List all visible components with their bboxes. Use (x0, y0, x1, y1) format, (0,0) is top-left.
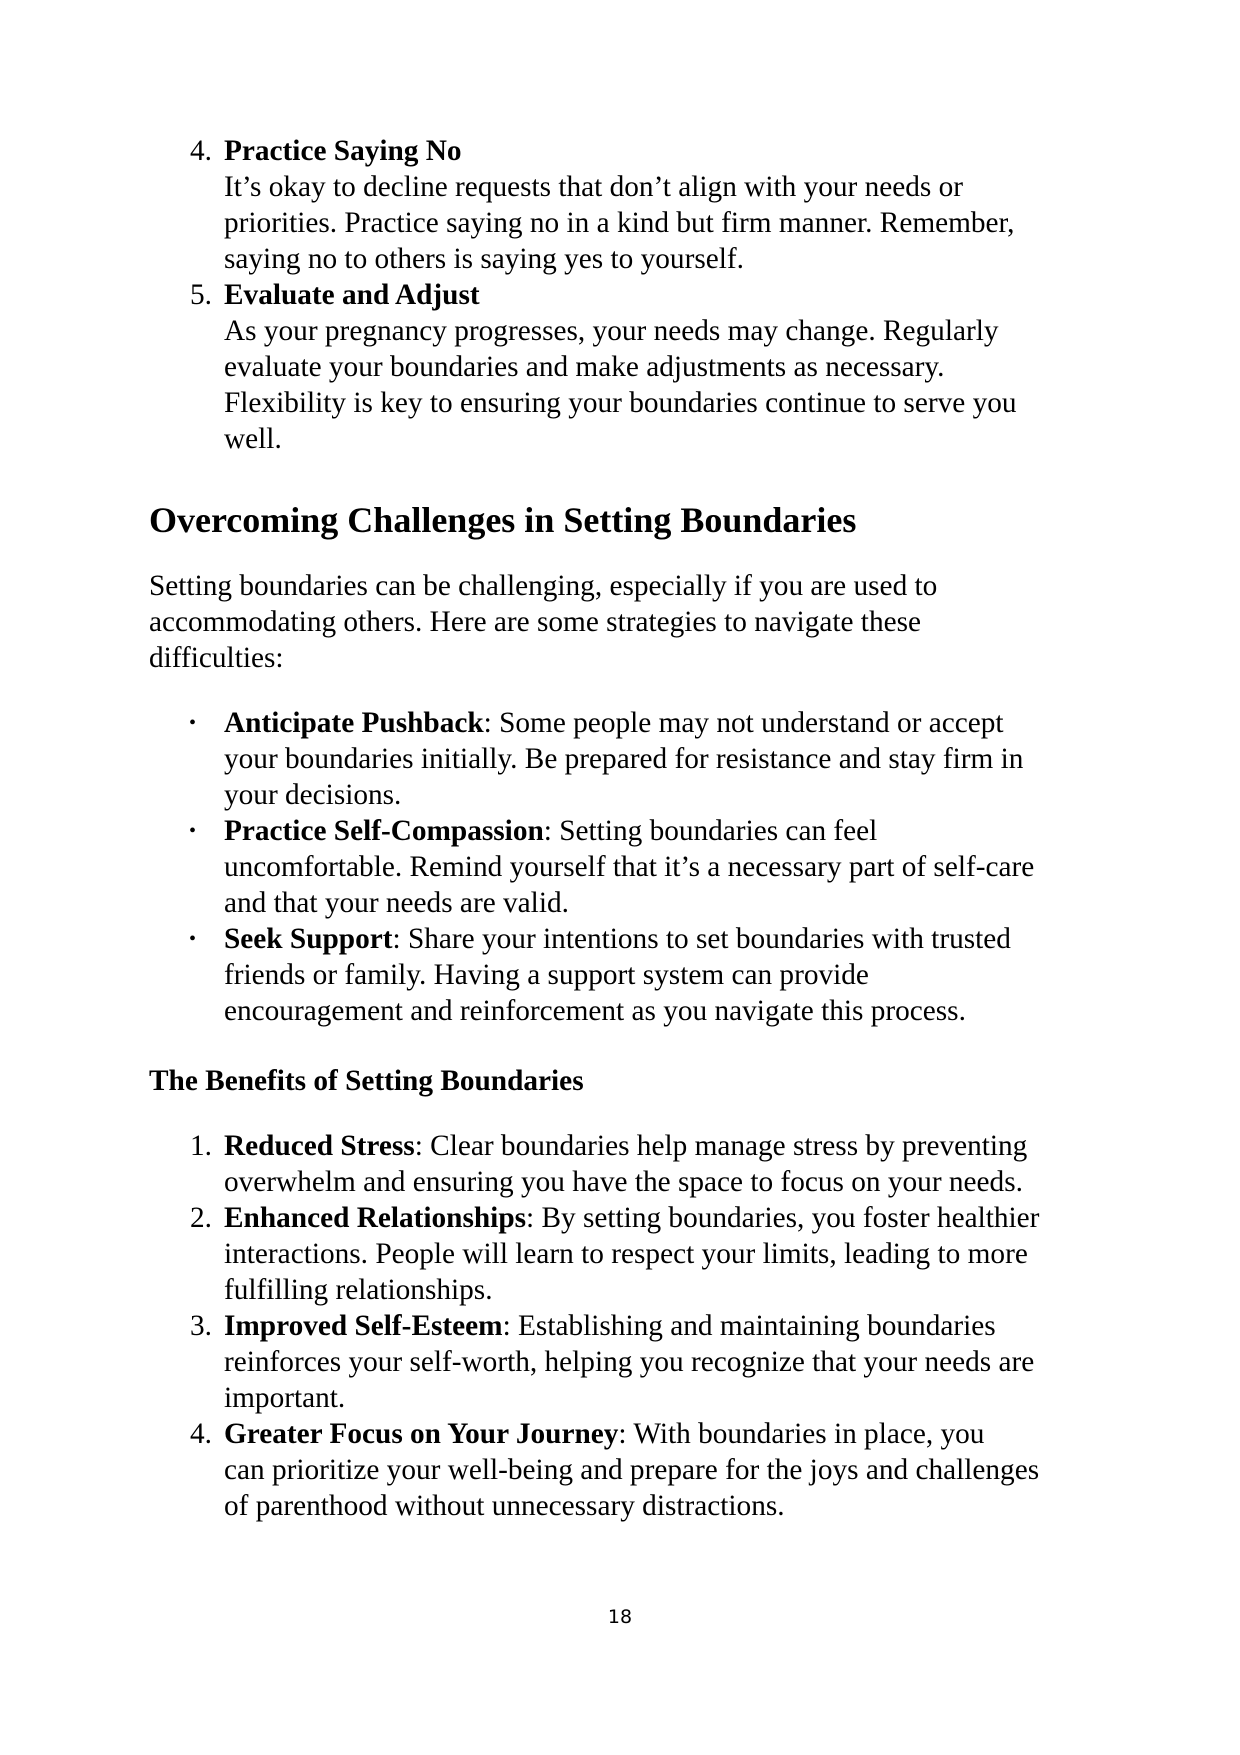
subheading: The Benefits of Setting Boundaries (149, 1065, 584, 1097)
benefit-item-reduced-stress (149, 1128, 1109, 1200)
bullet-item-anticipate-pushback (149, 705, 1109, 813)
text-line: It’s okay to decline requests that don’t align with your needs or (224, 171, 964, 203)
list-number: 3. (190, 1310, 212, 1342)
text-line: priorities. Practice saying no in a kind but firm manner. Remember, (224, 207, 1015, 239)
text-line: your boundaries initially. Be prepared for resistance and stay firm in (224, 743, 1024, 775)
bullet-term: Practice Self-Compassion (224, 815, 544, 847)
benefit-text: : Establishing and maintaining boundaries (502, 1310, 996, 1342)
bullet-icon: • (189, 928, 197, 950)
list-number: 4. (190, 1418, 212, 1450)
list-number: 1. (190, 1130, 212, 1162)
page-number: 18 (607, 1606, 633, 1628)
text-line: As your pregnancy progresses, your needs may change. Regularly (224, 315, 999, 347)
bullet-text: : Setting boundaries can feel (543, 815, 878, 847)
text-line: overwhelm and ensuring you have the space to focus on your needs. (224, 1166, 1023, 1198)
text-line: your decisions. (224, 779, 402, 811)
list-number: 2. (190, 1202, 212, 1234)
text-line: well. (224, 423, 282, 455)
bullet-text: : Some people may not understand or accept (483, 707, 1004, 739)
bullet-term: Anticipate Pushback (224, 707, 484, 739)
benefit-item-improved-self-esteem (149, 1308, 1109, 1416)
text-line: accommodating others. Here are some strategies to navigate these (149, 606, 922, 638)
text-line: and that your needs are valid. (224, 887, 569, 919)
bullet-text: : Share your intentions to set boundaries with trusted (392, 923, 1011, 955)
bullet-icon: • (189, 712, 197, 734)
benefit-text: : By setting boundaries, you foster healthier (526, 1202, 1040, 1234)
benefit-term: Greater Focus on Your Journey (224, 1418, 619, 1450)
section-heading: Overcoming Challenges in Setting Boundaries (149, 500, 857, 540)
text-line: interactions. People will learn to respect your limits, leading to more (224, 1238, 1028, 1270)
list-number: 4. (190, 135, 212, 167)
benefit-item-enhanced-relationships (149, 1200, 1109, 1308)
text-line: uncomfortable. Remind yourself that it’s a necessary part of self-care (224, 851, 1035, 883)
bullet-term: Seek Support (224, 923, 393, 955)
list-item-evaluate-and-adjust (149, 277, 1109, 457)
text-line: reinforces your self-worth, helping you recognize that your needs are (224, 1346, 1035, 1378)
text-line: Flexibility is key to ensuring your boundaries continue to serve you (224, 387, 1017, 419)
text-line: friends or family. Having a support system can provide (224, 959, 869, 991)
text-line: Setting boundaries can be challenging, especially if you are used to (149, 570, 938, 602)
benefit-text: : Clear boundaries help manage stress by preventing (414, 1130, 1028, 1162)
list-item-title: Practice Saying No (224, 135, 462, 167)
benefit-item-greater-focus (149, 1416, 1109, 1524)
benefit-text: : With boundaries in place, you (618, 1418, 985, 1450)
text-line: difficulties: (149, 642, 284, 674)
list-item-title: Evaluate and Adjust (224, 279, 480, 311)
benefit-term: Enhanced Relationships (224, 1202, 527, 1234)
list-number: 5. (190, 279, 212, 311)
benefit-term: Improved Self-Esteem (224, 1310, 503, 1342)
bullet-item-practice-self-compassion (149, 813, 1109, 921)
text-line: important. (224, 1382, 346, 1414)
text-line: saying no to others is saying yes to yourself. (224, 243, 744, 275)
benefit-term: Reduced Stress (224, 1130, 415, 1162)
bullet-item-seek-support (149, 921, 1109, 1029)
text-line: evaluate your boundaries and make adjustments as necessary. (224, 351, 945, 383)
text-line: of parenthood without unnecessary distractions. (224, 1490, 785, 1522)
text-line: can prioritize your well-being and prepare for the joys and challenges (224, 1454, 1040, 1486)
text-line: encouragement and reinforcement as you navigate this process. (224, 995, 966, 1027)
text-line: fulfilling relationships. (224, 1274, 493, 1306)
intro-paragraph (149, 568, 1109, 676)
list-item-practice-saying-no (149, 133, 1109, 277)
bullet-icon: • (189, 820, 197, 842)
